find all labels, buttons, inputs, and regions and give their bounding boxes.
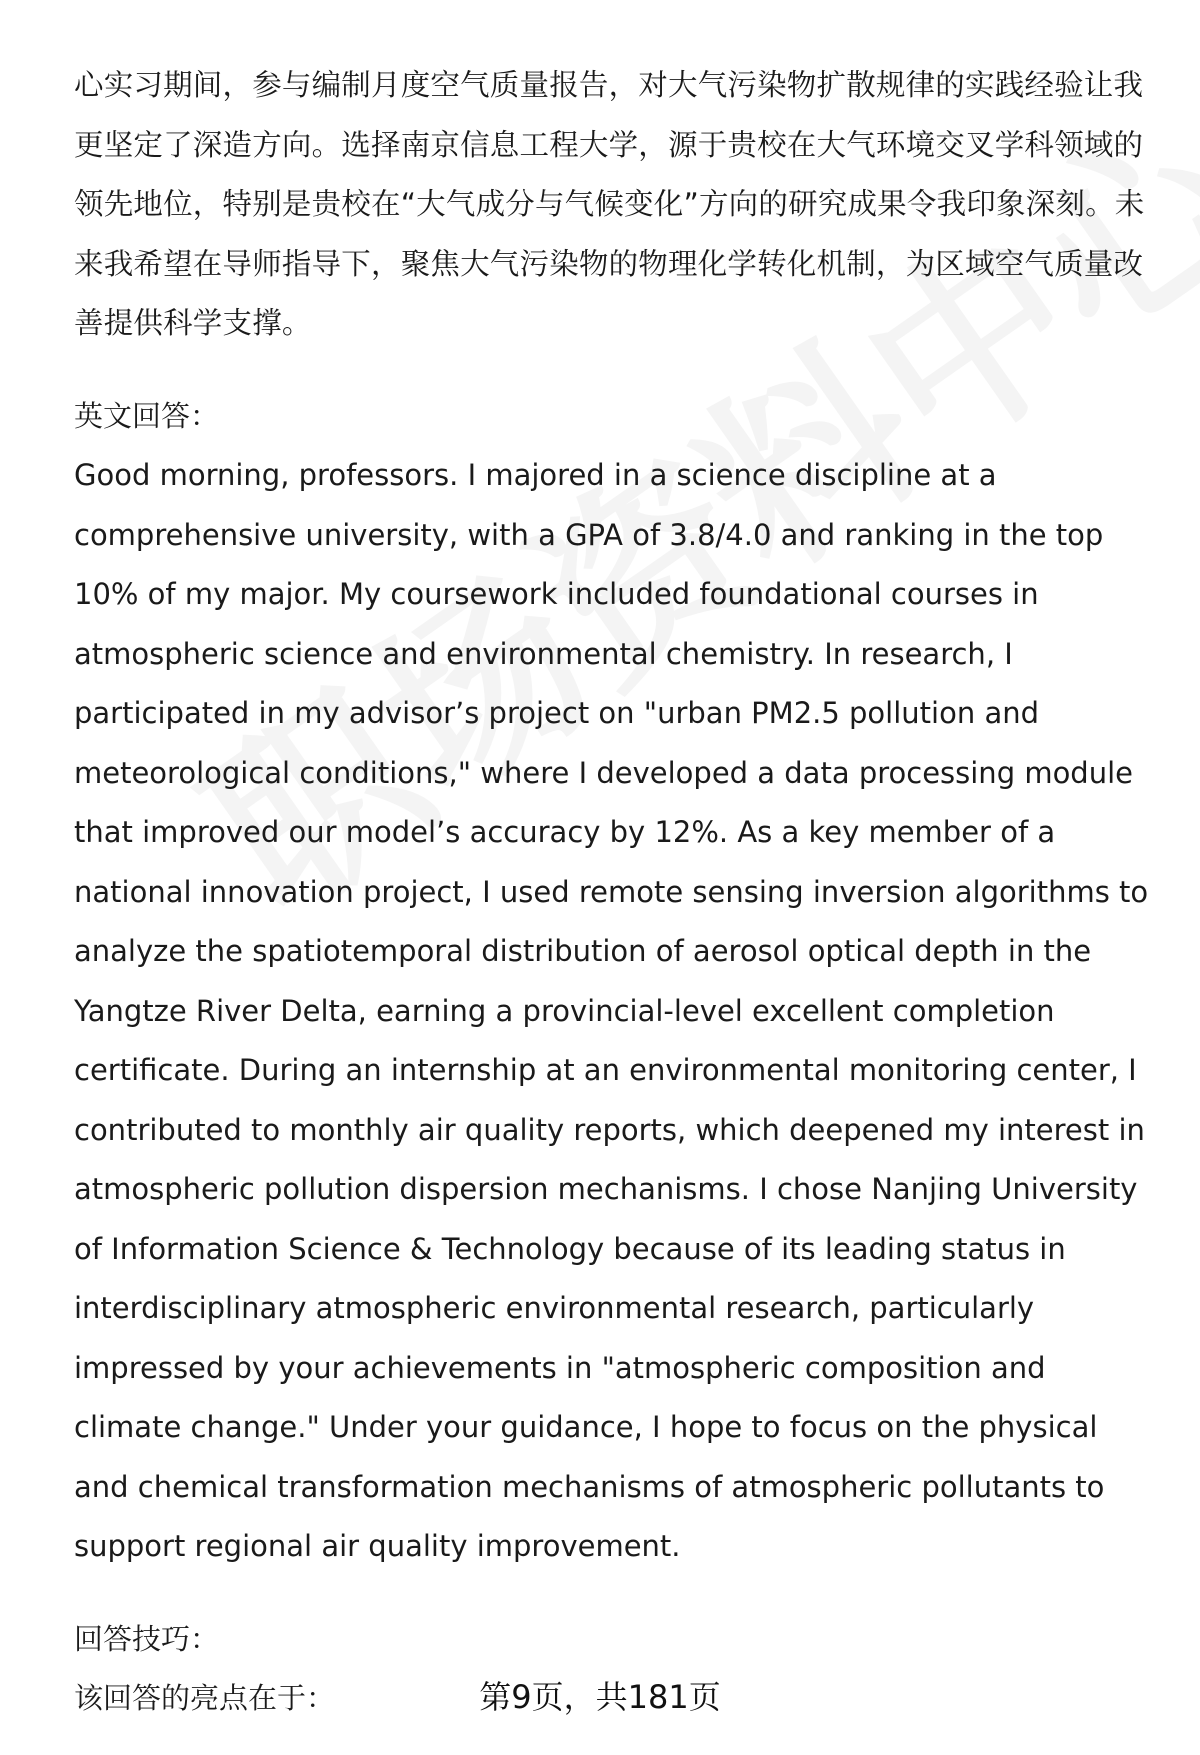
english-answer-paragraph: Good morning, professors. I majored in a science discipline at a comprehensive university, with a GPA of 3.8/4.0 and ranking in the top 10% of my major. My coursework included foundational courses in atmospheric science and environmental chemistry. In research, I participated in my advisor’s project on "urban PM2.5 pollution and meteorological conditions," where I developed a data processing module that improved our model’s accuracy by 12%. As a key member of a national innovation project, I used remote sensing inversion algorithms to analyze the spatiotemporal distribution of aerosol optical depth in the Yangtze River Delta, earning a provincial-level excellent completion certificate. During an internship at an environmental monitoring center, I contributed to monthly air quality reports, which deepened my interest in atmospheric pollution dispersion mechanisms. I chose Nanjing University of Information Science & Technology because of its leading status in interdisciplinary atmospheric environmental research, particularly impressed by your achievements in "atmospheric composition and climate change." Under your guidance, I hope to focus on the physical and chemical transformation mechanisms of atmospheric pollutants to support regional air quality improvement. [74, 458, 1149, 1563]
page-number-footer: 第9页，共181页 [479, 1678, 721, 1716]
document-body [74, 56, 1154, 1729]
english-answer-heading: 英文回答： [74, 398, 220, 433]
answer-tips-heading: 回答技巧： [74, 1621, 220, 1656]
answer-tips-intro: 该回答的亮点在于： [74, 1681, 336, 1715]
chinese-answer-paragraph: 心实习期间，参与编制月度空气质量报告，对大气污染物扩散规律的实践经验让我更坚定了深造方向。选择南京信息工程大学，源于贵校在大气环境交叉学科领域的领先地位，特别是贵校在“大气成分与气候变化”方向的研究成果令我印象深刻。未来我希望在导师指导下，聚焦大气污染物的物理化学转化机制，为区域空气质量改善提供科学支撑。 [74, 68, 1145, 340]
